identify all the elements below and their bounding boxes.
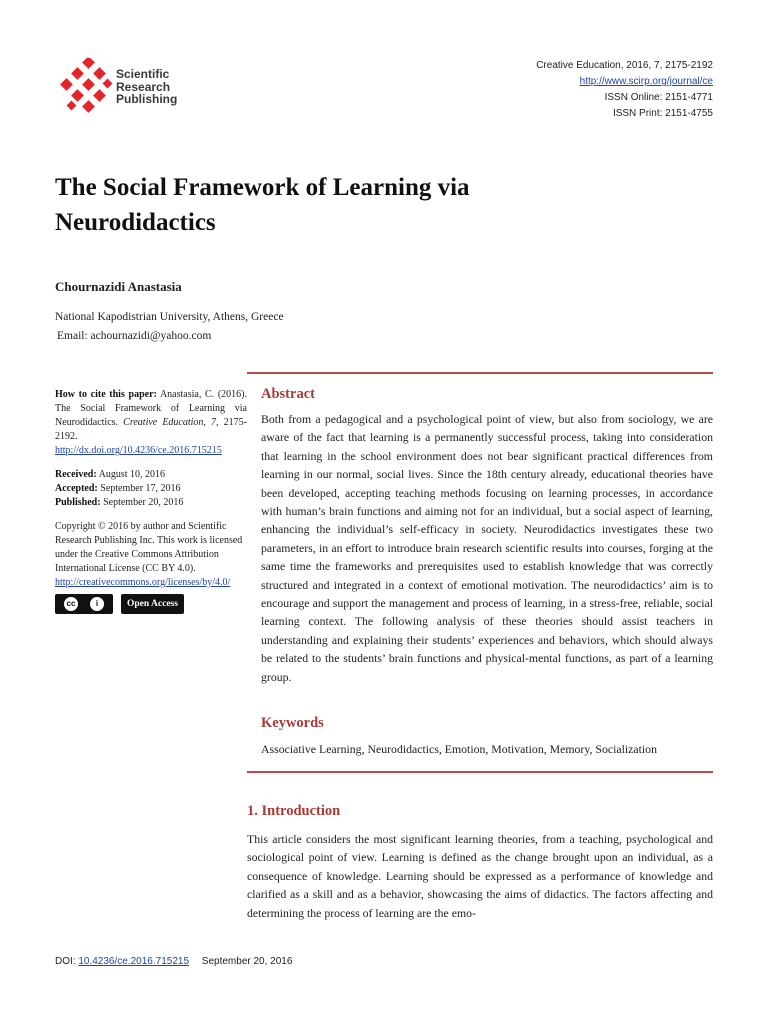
cite-doi-link[interactable]: http://dx.doi.org/10.4236/ce.2016.715215: [55, 445, 222, 456]
author-affiliation: National Kapodistrian University, Athens, Greece: [55, 311, 284, 323]
journal-url-link[interactable]: http://www.scirp.org/journal/ce: [579, 76, 713, 87]
cc-icon: cc: [64, 597, 78, 611]
abstract-bottom-rule: [247, 771, 713, 773]
cc-by-badge[interactable]: [55, 594, 113, 614]
paper-title: The Social Framework of Learning via Neurodidactics: [55, 174, 470, 236]
published-label: Published:: [55, 497, 101, 508]
published-date: September 20, 2016: [103, 497, 184, 508]
license-badges: [55, 594, 247, 614]
license-link[interactable]: http://creativecommons.org/licenses/by/4.0/: [55, 577, 231, 588]
issn-print: ISSN Print: 2151-4755: [612, 108, 713, 119]
publisher-logo: [58, 58, 180, 118]
cite-pages: 2175-2192.: [55, 417, 247, 442]
keywords-text: Associative Learning, Neurodidactics, Emotion, Motivation, Memory, Socialization: [261, 742, 657, 756]
abstract-text: Both from a pedagogical and a psychological point of view, but also from sociology, we are aware of the fact that learning is a permanently successful process, taking into consideration that learning in the school environment does not bear significant practical differences from learning in our normal, social lives. Since the 18th century already, educational theories have been developed, accepting teaching methods focusing on learning processes, in accordance with human’s brain functions and aiming not for an individual, but a social aspect of learning, enhancing the individual’s self-efficacy in society. Neurodidactics investigates these two parameters, in an effort to introduce brain research scientific results into courses, forging at the same time the frameworks and prerequisites used to establish knowledge that was correctly structured and integrated in a context of emotional motivation. The neurodidactics’ aim is to encourage and support the management and process of learning, in a stress-free, reliable, social learning context. The following analysis of these theories should assist teachers in understanding and explaining their students’ experiences and behaviors, which should always be related to the students’ brain functions and physical-mental functions, as part of a learning group.: [261, 412, 713, 684]
copyright-notice: Copyright © 2016 by author and Scientific Research Publishing Inc. This work is licensed under the Creative Commons Attribution International License (CC BY 4.0).: [55, 521, 243, 574]
dates-block: [55, 468, 247, 510]
citation-block: [55, 388, 247, 458]
attribution-icon: i: [90, 597, 104, 611]
journal-citation-line: Creative Education, 2016, 7, 2175-2192: [536, 60, 713, 71]
article-sidebar: [55, 388, 247, 614]
cite-text: Anastasia, C. (2016). The Social Framework of Learning via Neurodidactics.: [55, 389, 247, 428]
received-label: Received:: [55, 469, 97, 480]
received-date: August 10, 2016: [98, 469, 166, 480]
author-name: Chournazidi Anastasia: [55, 279, 182, 294]
author-email: Email: achournazidi@yahoo.com: [57, 330, 212, 342]
footer-doi-link[interactable]: 10.4236/ce.2016.715215: [78, 956, 190, 967]
open-access-badge[interactable]: Open Access: [121, 594, 184, 614]
abstract-top-rule: [247, 372, 713, 374]
footer-date: September 20, 2016: [201, 956, 293, 967]
journal-info: [536, 58, 713, 122]
cite-journal: Creative Education, 7,: [123, 417, 219, 428]
accepted-label: Accepted:: [55, 483, 98, 494]
keywords-heading: Keywords: [261, 715, 324, 731]
footer-doi-label: DOI:: [55, 956, 76, 967]
introduction-heading: 1. Introduction: [247, 803, 341, 819]
abstract-heading: Abstract: [261, 386, 315, 402]
accepted-date: September 17, 2016: [100, 483, 181, 494]
introduction-text: This article considers the most significant learning theories, from a teaching, psychological and sociological point of view. Learning is defined as the change brought upon an individual, as a consequence of knowledge. Learning should be expressed as a performance of knowledge and clarified as a skill and as a behavior, showcasing the aims of didactics. The factors affecting and determining the process of learning are the emo-: [247, 832, 713, 920]
logo-diamond-icon: [58, 58, 114, 118]
page-footer: [55, 956, 292, 967]
logo-text: Scientific Research Publishing: [116, 67, 178, 106]
issn-online: ISSN Online: 2151-4771: [604, 92, 713, 103]
cite-label: How to cite this paper:: [55, 389, 157, 400]
